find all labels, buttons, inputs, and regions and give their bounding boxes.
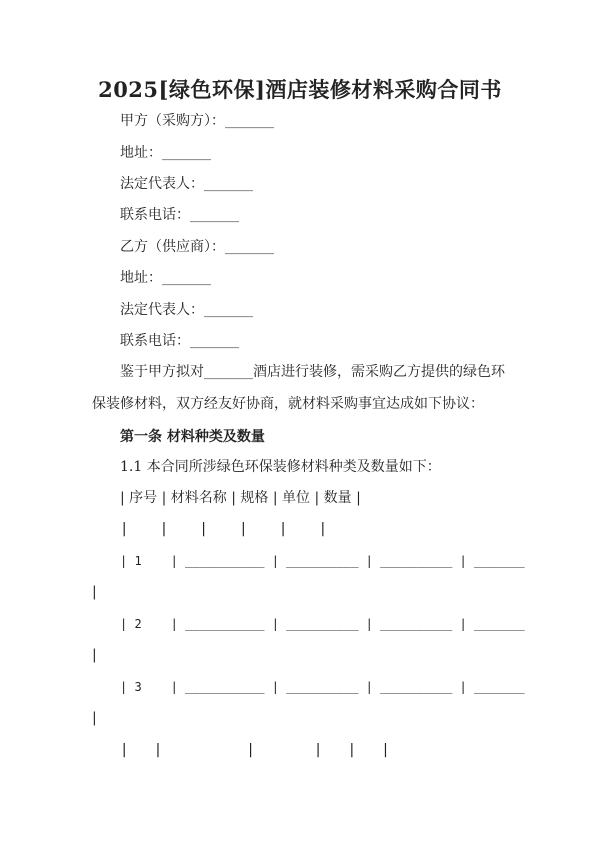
table-row-wrap: | — [92, 710, 97, 726]
party-a-label: 甲方（采购方）：_______ — [120, 113, 274, 129]
table-row-wrap: | — [92, 647, 97, 663]
party-a-legal-rep: 法定代表人：_______ — [120, 176, 253, 192]
table-separator: | | | | | | — [120, 521, 328, 537]
party-b-address: 地址：_______ — [120, 270, 211, 286]
party-b-label: 乙方（供应商）：_______ — [120, 239, 274, 255]
table-row: | 1 | ___________ | __________ | __________ | _______ — [120, 554, 525, 568]
article-1-heading: 第一条 材料种类及数量 — [120, 429, 265, 445]
table-row-wrap: | — [92, 584, 97, 600]
table-footer: | | | | | | — [120, 742, 390, 758]
party-a-phone: 联系电话：_______ — [120, 207, 239, 223]
clause-1-1: 1.1 本合同所涉绿色环保装修材料种类及数量如下： — [120, 459, 441, 475]
preamble-line-1: 鉴于甲方拟对_______酒店进行装修，需采购乙方提供的绿色环 — [120, 364, 505, 380]
party-b-phone: 联系电话：_______ — [120, 333, 239, 349]
table-header: | 序号 | 材料名称 | 规格 | 单位 | 数量 | — [120, 490, 361, 506]
preamble-line-2: 保装修材料，双方经友好协商，就材料采购事宜达成如下协议： — [92, 396, 484, 412]
table-row: | 2 | ___________ | __________ | __________ | _______ — [120, 617, 525, 631]
party-b-legal-rep: 法定代表人：_______ — [120, 302, 253, 318]
party-a-address: 地址：_______ — [120, 145, 211, 161]
table-row: | 3 | ___________ | __________ | __________ | _______ — [120, 680, 525, 694]
document-title: 2025[绿色环保]酒店装修材料采购合同书 — [98, 77, 502, 102]
